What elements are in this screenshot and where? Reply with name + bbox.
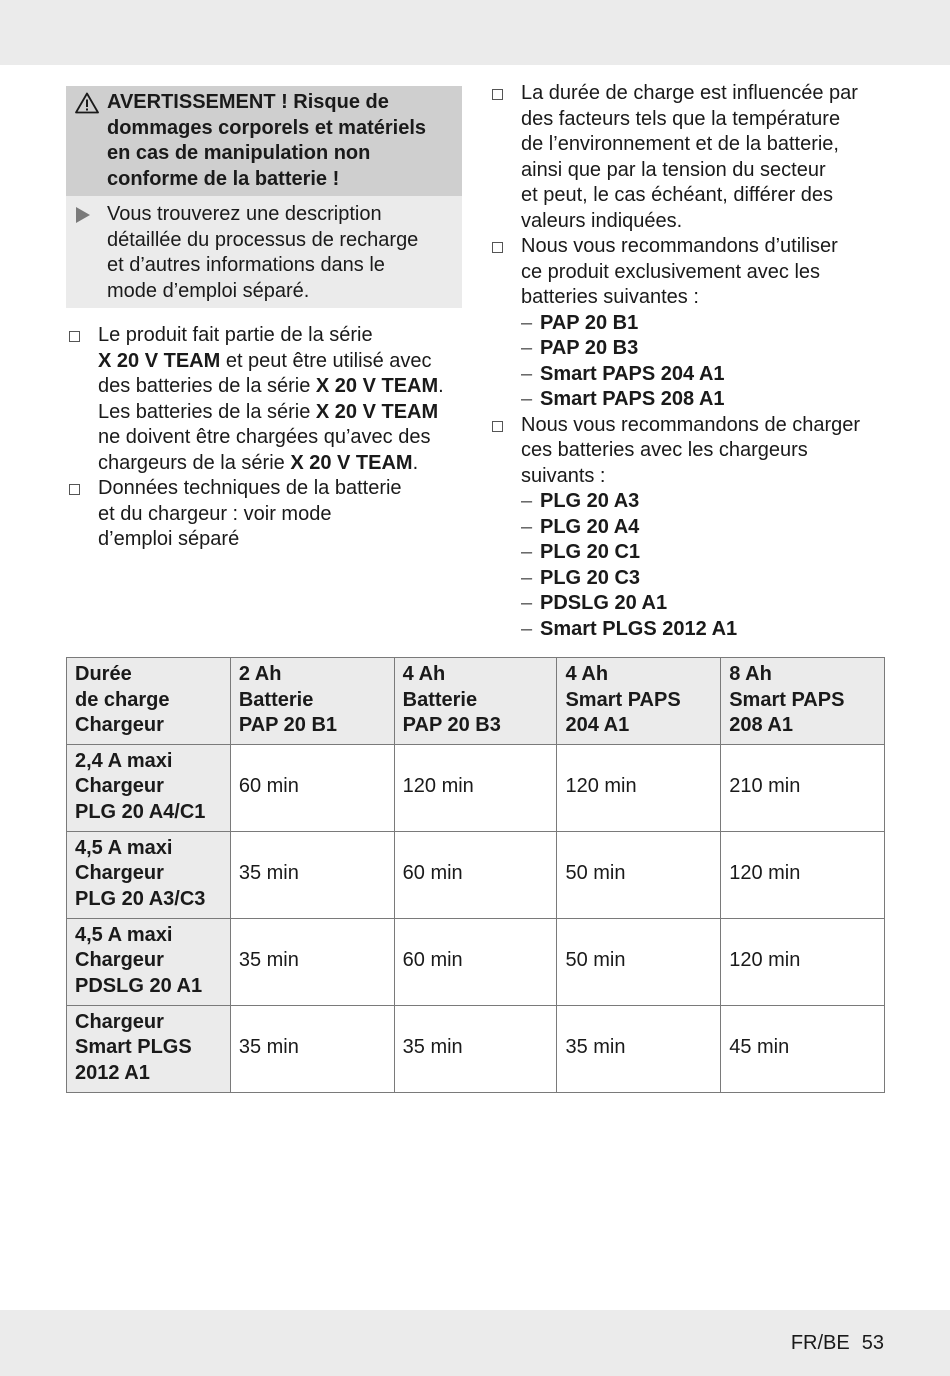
table-cell: 120 min [721,918,885,1005]
warning-body-line: mode d’emploi séparé. [107,279,310,302]
table-cell: 60 min [394,918,557,1005]
dash-bullet: – [521,337,533,359]
dash-bullet: – [521,490,533,512]
text-line: ce produit exclusivement avec les [521,260,821,283]
row-label-line: 2,4 A maxi [75,749,173,772]
series-name: X 20 V TEAM [290,451,413,474]
page-number: 53 [861,1332,884,1354]
charger-model: PDSLG 20 A1 [540,592,668,614]
arrow-right-icon [76,207,90,223]
dash-bullet: – [521,388,533,410]
row-label-line: Smart PLGS [75,1036,192,1059]
warning-body [66,196,462,308]
battery-model: PAP 20 B1 [540,311,639,334]
table-header-cell [230,658,394,745]
header-line: 4 Ah [565,663,609,685]
text-line: Nous vous recommandons d’utiliser [521,235,838,257]
header-line: Smart PAPS [565,688,681,711]
footer-region: FR/BE [790,1332,850,1354]
charger-item [489,617,889,643]
table-header-cell [557,658,721,745]
warning-box [66,86,462,308]
battery-item [489,362,889,388]
dash-bullet: – [521,311,533,334]
text-line: Données techniques de la batterie [98,477,402,499]
text-line: La durée de charge est influencée par [521,82,858,104]
text-line: suivants : [521,464,606,487]
text-line: Le produit fait partie de la série [98,324,373,346]
row-label-cell [67,744,231,831]
warning-title-line: AVERTISSEMENT ! Risque de [107,91,389,113]
dash-bullet: – [521,592,533,614]
text-line: d’emploi séparé [98,528,240,550]
table-row [67,744,885,831]
dash-bullet: – [521,617,533,640]
text-line: et du chargeur : voir mode [98,502,332,525]
list-item-technical-data [66,476,466,553]
table-cell: 35 min [230,918,394,1005]
battery-item [489,336,889,362]
header-line: 204 A1 [565,714,630,736]
text-line [98,400,466,426]
text-fragment: Les batteries de la série [98,400,316,423]
dash-bullet: – [521,541,533,563]
text-line: ces batteries avec les chargeurs [521,439,808,461]
header-line: PAP 20 B1 [238,714,338,736]
checkbox-bullet-icon [69,484,80,495]
header-line: 8 Ah [729,663,772,685]
text-fragment: des batteries de la série [98,375,316,397]
table-row [67,918,885,1005]
header-line: 2 Ah [238,663,282,685]
table-row [67,1005,885,1092]
row-label-line: 4,5 A maxi [75,836,173,859]
charger-model: PLG 20 C1 [540,541,641,563]
table-header-cell [394,658,557,745]
table-cell: 50 min [557,918,721,1005]
warning-title-line: en cas de manipulation non [107,142,371,164]
header-line: de charge [75,688,170,711]
text-line: et peut, le cas échéant, différer des [521,184,834,206]
table-cell: 120 min [557,744,721,831]
header-line: 208 A1 [729,714,793,736]
row-label-line: PLG 20 A4/C1 [75,800,206,823]
charger-item [489,566,889,592]
text-line: valeurs indiquées. [521,209,683,232]
warning-body-line: et d’autres informations dans le [107,254,385,276]
row-label-cell [67,918,231,1005]
row-label-cell [67,1005,231,1092]
row-label-line: PLG 20 A3/C3 [75,887,206,910]
series-name: X 20 V TEAM [98,349,221,372]
dash-bullet: – [521,566,533,589]
table-cell: 35 min [230,831,394,918]
row-label-line: Chargeur [75,949,164,972]
text-line: des facteurs tels que la température [521,107,841,130]
table-cell: 210 min [721,744,885,831]
series-name: X 20 V TEAM [315,375,439,397]
warning-body-line: détaillée du processus de recharge [107,228,419,251]
table-cell: 45 min [721,1005,885,1092]
row-label-line: 2012 A1 [75,1061,150,1084]
table-header-cell [67,658,231,745]
header-line: Chargeur [75,714,164,736]
dash-bullet: – [521,515,533,538]
text-line [98,451,466,477]
table-cell: 120 min [721,831,885,918]
text-fragment: et peut être utilisé avec [220,349,432,372]
row-label-line: Chargeur [75,862,164,885]
table-cell: 35 min [394,1005,557,1092]
header-line: Batterie [402,688,478,711]
table-cell: 60 min [394,831,557,918]
table-header-cell [721,658,885,745]
table-row [67,831,885,918]
table-cell: 35 min [230,1005,394,1092]
header-line: Smart PAPS [729,688,845,711]
table-header-row [67,658,885,745]
warning-triangle-icon [75,92,99,114]
header-line: Batterie [238,688,314,711]
dash-bullet: – [521,362,533,385]
list-item-batteries [489,234,889,311]
table-cell: 50 min [557,831,721,918]
warning-body-line: Vous trouverez une description [107,203,382,225]
charger-model: Smart PLGS 2012 A1 [540,617,738,640]
charger-item [489,540,889,566]
checkbox-bullet-icon [492,421,503,432]
checkbox-bullet-icon [69,331,80,342]
row-label-cell [67,831,231,918]
series-name: X 20 V TEAM [315,400,439,423]
checkbox-bullet-icon [492,242,503,253]
battery-item [489,311,889,337]
header-line: PAP 20 B3 [402,714,501,736]
text-fragment: . [438,375,444,397]
text-line [98,374,466,400]
list-item-charge-duration [489,81,889,234]
charger-item [489,591,889,617]
battery-sub-list [489,311,889,413]
checkbox-bullet-icon [492,89,503,100]
warning-title-line: conforme de la batterie ! [107,167,340,190]
charge-time-table [66,657,885,1093]
left-bullet-list [66,323,466,553]
text-line: Nous vous recommandons de charger [521,413,861,436]
text-line [98,349,466,375]
charger-item [489,515,889,541]
warning-header [66,86,462,196]
charger-sub-list [489,489,889,642]
text-line: ainsi que par la tension du secteur [521,158,826,181]
row-label-line: Chargeur [75,1010,164,1033]
list-item-chargers [489,413,889,490]
battery-model: Smart PAPS 204 A1 [540,362,725,385]
battery-item [489,387,889,413]
header-line: Durée [75,663,132,685]
row-label-line: 4,5 A maxi [75,923,173,946]
text-line: de l’environnement et de la batterie, [521,133,839,155]
text-line: batteries suivantes : [521,286,699,308]
charger-model: PLG 20 C3 [540,566,641,589]
text-line: ne doivent être chargées qu’avec des [98,426,431,448]
list-item-series [66,323,466,476]
row-label-line: Chargeur [75,775,164,798]
right-bullet-list [489,81,889,642]
charger-item [489,489,889,515]
charger-model: PLG 20 A4 [540,515,640,538]
table-cell: 60 min [230,744,394,831]
warning-title-line: dommages corporels et matériels [107,116,427,139]
charger-model: PLG 20 A3 [540,490,640,512]
text-fragment: . [412,451,419,474]
row-label-line: PDSLG 20 A1 [75,974,203,997]
page-footer [791,1331,884,1357]
header-line: 4 Ah [402,663,446,685]
top-band [0,0,950,65]
battery-model: PAP 20 B3 [540,337,639,359]
text-fragment: chargeurs de la série [98,451,291,474]
table-cell: 35 min [557,1005,721,1092]
battery-model: Smart PAPS 208 A1 [540,388,725,410]
table-cell: 120 min [394,744,557,831]
